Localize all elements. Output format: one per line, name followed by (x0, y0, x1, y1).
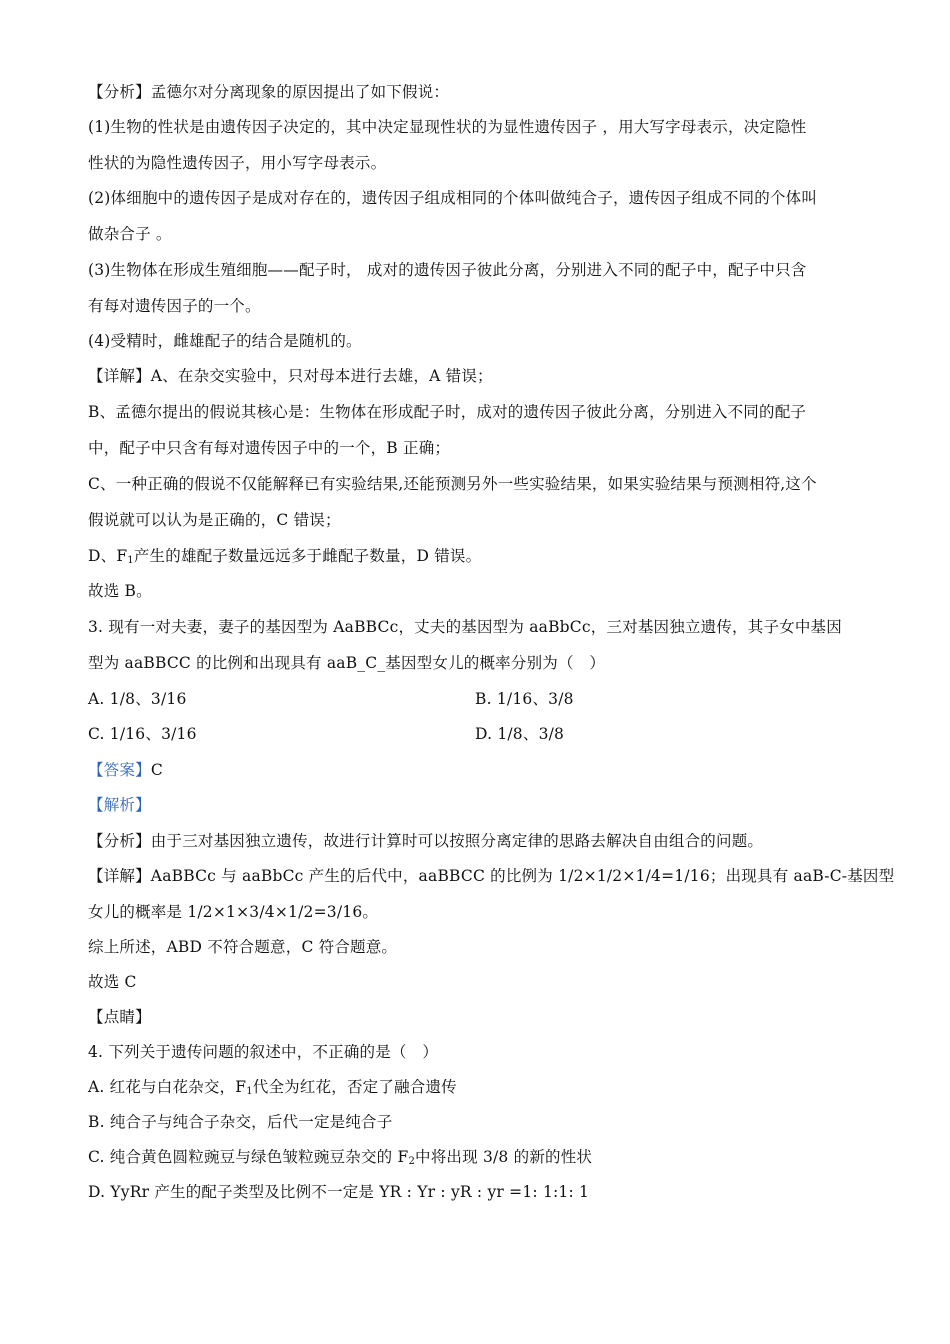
answer-value: C (150, 761, 163, 779)
q4-a-prefix: A. 红花与白花杂交，F (88, 1078, 247, 1096)
q3-option-d: D. 1/8、3/8 (475, 725, 565, 743)
hypothesis-2-line-1: (2)体细胞中的遗传因子是成对存在的，遗传因子组成相同的个体叫做纯合子，遗传因子组成不同的个体叫 (88, 189, 818, 207)
q4-a-subscript: 1 (246, 1086, 253, 1097)
detail-option-a: 【详解】A、在杂交实验中，只对母本进行去雄，A 错误； (88, 367, 493, 385)
q3-summary: 综上所述，ABD 不符合题意，C 符合题意。 (88, 938, 398, 956)
question-4-stem: 4. 下列关于遗传问题的叙述中，不正确的是（ ） (88, 1043, 439, 1061)
hypothesis-2-line-2: 做杂合子 。 (88, 225, 172, 243)
detail-option-b-line-2: 中，配子中只含有每对遗传因子中的一个，B 正确； (88, 439, 451, 457)
q4-c-suffix: 中将出现 3/8 的新的性状 (415, 1148, 593, 1166)
q3-detail-line-2: 女儿的概率是 1/2×1×3/4×1/2=3/16。 (88, 903, 379, 921)
hypothesis-3-line-2: 有每对遗传因子的一个。 (88, 297, 261, 315)
analysis-intro: 【分析】孟德尔对分离现象的原因提出了如下假说： (88, 83, 450, 101)
answer-label: 【答案】 (88, 761, 151, 779)
q4-option-a (88, 1077, 878, 1097)
q3-analysis: 【分析】由于三对基因独立遗传，故进行计算时可以按照分离定律的思路去解决自由组合的问题。 (88, 832, 764, 850)
answer-line (88, 760, 878, 780)
q4-option-b: B. 纯合子与纯合子杂交，后代一定是纯合子 (88, 1113, 393, 1131)
detail-d-subscript: 1 (127, 555, 134, 566)
detail-option-b-line-1: B、孟德尔提出的假说其核心是：生物体在形成配子时，成对的遗传因子彼此分离，分别进入不同的配子 (88, 403, 807, 421)
q3-option-c: C. 1/16、3/16 (88, 725, 197, 743)
q3-option-b: B. 1/16、3/8 (475, 690, 574, 708)
q4-option-c (88, 1147, 878, 1167)
hypothesis-4: (4)受精时，雌雄配子的结合是随机的。 (88, 332, 362, 350)
detail-option-c-line-1: C、一种正确的假说不仅能解释已有实验结果,还能预测另外一些实验结果，如果实验结果与预测相符,这个 (88, 475, 817, 493)
question-3-line-2: 型为 aaBBCC 的比例和出现具有 aaB_C_基因型女儿的概率分别为（ ） (88, 654, 606, 672)
hypothesis-3-line-1: (3)生物体在形成生殖细胞——配子时， 成对的遗传因子彼此分离，分别进入不同的配子中，配子中只含 (88, 261, 807, 279)
choose-b: 故选 B。 (88, 582, 152, 600)
detail-d-prefix: D、F (88, 547, 128, 565)
choose-c: 故选 C (88, 973, 137, 991)
q4-a-suffix: 代全为红花，否定了融合遗传 (252, 1078, 457, 1096)
detail-d-suffix: 产生的雄配子数量远远多于雌配子数量，D 错误。 (133, 547, 482, 565)
q3-detail-line-1: 【详解】AaBBCc 与 aaBbCc 产生的后代中，aaBBCC 的比例为 1/2×1/2×1/4=1/16；出现具有 aaB-C-基因型 (88, 867, 895, 885)
explanation-label: 【解析】 (88, 796, 151, 814)
q4-option-d: D. YyRr 产生的配子类型及比例不一定是 YR : Yr : yR : yr =1: 1:1: 1 (88, 1183, 590, 1201)
detail-option-c-line-2: 假说就可以认为是正确的，C 错误； (88, 511, 341, 529)
question-3-line-1: 3. 现有一对夫妻，妻子的基因型为 AaBBCc，丈夫的基因型为 aaBbCc，三对基因独立遗传，其子女中基因 (88, 618, 842, 636)
hypothesis-1-line-2: 性状的为隐性遗传因子，用小写字母表示。 (88, 154, 387, 172)
q4-c-prefix: C. 纯合黄色圆粒豌豆与绿色皱粒豌豆杂交的 F (88, 1148, 409, 1166)
detail-option-d (88, 546, 878, 566)
comment-label: 【点睛】 (88, 1008, 151, 1026)
hypothesis-1-line-1: (1)生物的性状是由遗传因子决定的，其中决定显现性状的为显性遗传因子 ，用大写字母表示，决定隐性 (88, 118, 807, 136)
q3-option-a: A. 1/8、3/16 (88, 690, 187, 708)
q4-c-subscript: 2 (408, 1156, 416, 1167)
